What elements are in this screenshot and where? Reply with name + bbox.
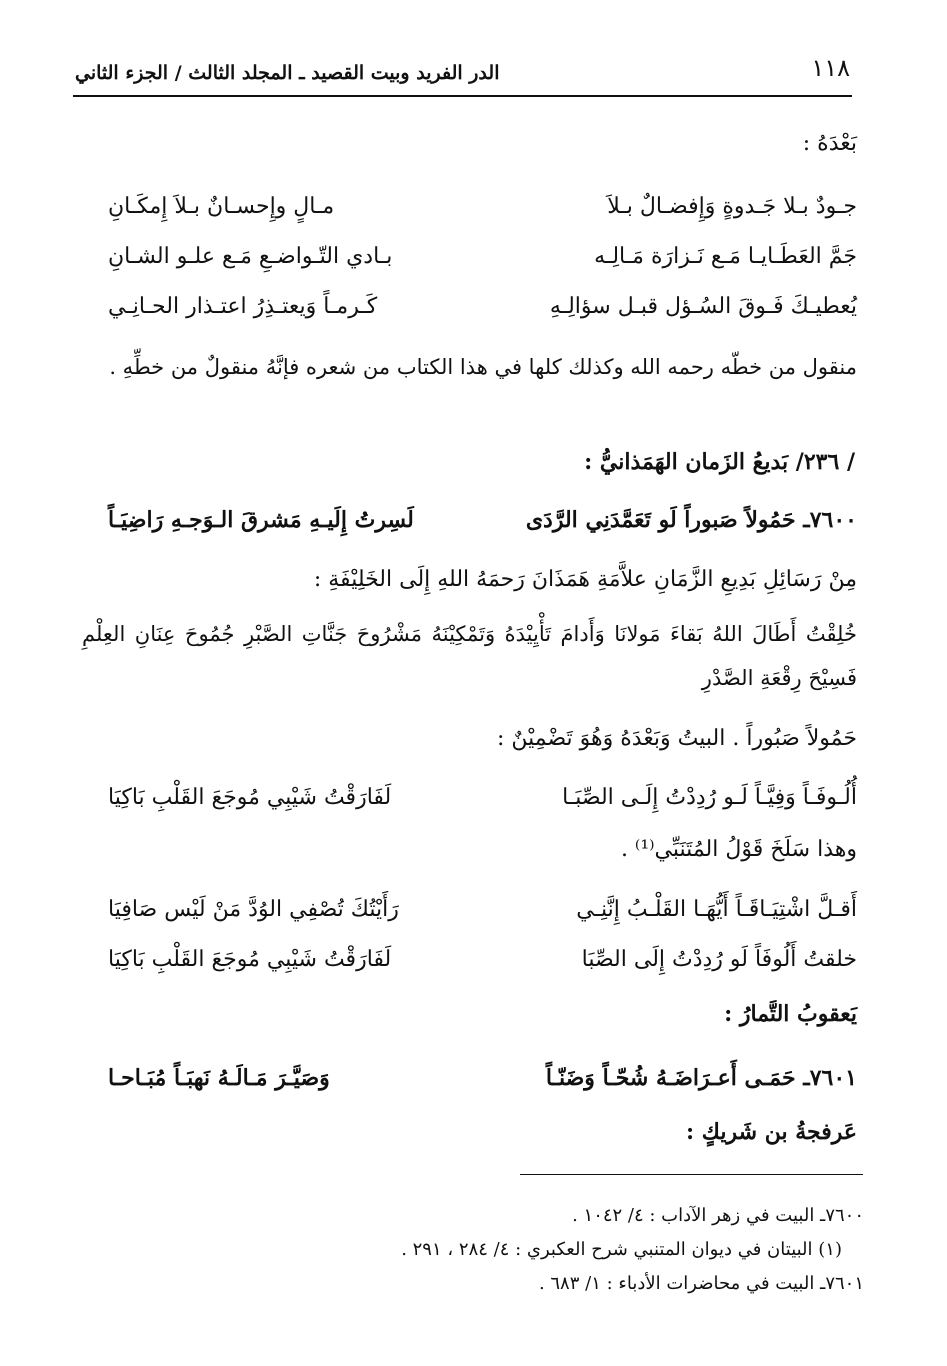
verse-second-hemistich: مـالٍ وإِحسـانٌ بـلاَ إِمكَـانِ (108, 194, 335, 219)
verse-second-hemistich: لَفَارَقْتُ شَيْبِي مُوجَعَ القَلْبِ بَاكِيَا (108, 947, 392, 972)
verse-line (108, 778, 857, 818)
footnote-1: (١) البيتان في ديوان المتنبي شرح العكبري : ٤/ ٢٨٤ ، ٢٩١ . (401, 1239, 842, 1260)
verse-line (108, 287, 857, 327)
footnote-7600: ٧٦٠٠ـ البيت في زهر الآداب : ٤/ ١٠٤٢ . (572, 1205, 864, 1226)
section-heading: / ٢٣٦/ بَديعُ الزَمان الهَمَذانيُّ : (584, 449, 855, 475)
verse-line (108, 940, 857, 980)
yaqub-heading: يَعقوبُ التَّمارُ : (724, 1001, 857, 1027)
running-title: الدر الفريد وبيت القصيد ـ المجلد الثالث / الجزء الثاني (75, 62, 500, 84)
verse-line (108, 237, 857, 277)
footnote-7601: ٧٦٠١ـ البيت في محاضرات الأدباء : ١/ ٦٨٣ . (538, 1273, 864, 1294)
verse-line (108, 890, 857, 930)
letter-text: خُلِقْتُ أَطَالَ اللهُ بَقاءَ مَولانَا وَأَدامَ تَأْيِيْدَهُ وَتَمْكِيْنَهُ مَشْرُوحَ جَنَّاتِ الصَّبْرِ جُمُوحَ عِنَانِ العِلْمِ فَسِيْحَ رِقْعَةِ الصَّدْرِ (82, 622, 857, 690)
verse-first-hemistich: خلقتُ أَلُوفَاً لَو رُدِدْتُ إِلَى الصِّبَا (581, 947, 857, 972)
verse-second-hemistich: رَأَيْتُكَ تُصْفِي الوُدَّ مَنْ لَيْس صَافِيَا (108, 897, 399, 922)
tadmin-line: حَمُولاً صَبُوراً . البيتُ وَبَعْدَهُ وَهُوَ تَضْمِيْنٌ : (496, 726, 857, 751)
page-number: ١١٨ (811, 54, 850, 82)
verse-second-hemistich: بـادي التّـواضـعِ مَـع علـو الشـانِ (108, 244, 393, 269)
verse-first-hemistich: جـودٌ بـلا جَـدوةٍ وَإِفضـالٌ بـلاَ (607, 194, 857, 219)
verse-second-hemistich: لَسِرتُ إِلَيـهِ مَشرقَ الـوَجـهِ رَاضِيَـاً (108, 507, 414, 533)
verse-line (108, 187, 857, 227)
arfaja-heading: عَرفجةُ بن شَريكٍ : (686, 1119, 857, 1145)
verse-second-hemistich: كَـرمـاً وَيعتـذِرُ اعتـذار الحـانِـي (108, 294, 378, 319)
verse-second-hemistich: لَفَارَقْتُ شَيْبِي مُوجَعَ القَلْبِ بَاكِيَا (108, 785, 392, 810)
verse-7601 (108, 1058, 857, 1098)
verse-first-hemistich: أُلُـوفَـاً وَفِيَّـاً لَـو رُدِدْتُ إِلَـى الصِّبَـا (562, 785, 857, 810)
verse-7600 (108, 500, 857, 540)
mutanabbi-line: وهذا سَلَخَ قَوْلُ المُتَنَبِّي⁽¹⁾ . (620, 837, 857, 862)
intro-label: بَعْدَهُ : (802, 131, 857, 156)
verse-first-hemistich: ٧٦٠١ـ حَمَـى أَعـرَاضَـهُ شُحّـاً وَضَنّـاً (545, 1065, 857, 1091)
note-paragraph: منقول من خطّه رحمه الله وكذلك كلها في هذا الكتاب من شعره فإنَّهُ منقولٌ من خطِّهِ . (109, 355, 857, 379)
verse-first-hemistich: يُعطيـكَ فَـوقَ السُـؤل قبـل سؤالِـهِ (549, 294, 857, 319)
header-divider (73, 95, 852, 97)
verse-first-hemistich: أَقـلَّ اشْتِيَـاقَـاً أَيُّهَـا القَلْـبُ إِنَّنِـي (576, 897, 857, 922)
verse-first-hemistich: ٧٦٠٠ـ حَمُولاً صَبوراً لَو تَعَمَّدَنِي الرَّدَى (525, 507, 857, 533)
running-header (75, 48, 850, 94)
footnote-divider (520, 1174, 863, 1175)
verse-second-hemistich: وَصَيَّـرَ مَـالَـهُ نَهبَـاً مُبَـاحـا (108, 1065, 330, 1091)
verse-first-hemistich: جَمَّ العَطَـايـا مَـع نَـزارَة مَـالِـه (594, 244, 857, 269)
letter-intro: مِنْ رَسَائِلِ بَدِيعِ الزَّمَانِ علاَّمَةِ هَمَذَانَ رَحمَهُ اللهِ إِلَى الخَلِيْفَةِ : (313, 567, 857, 592)
